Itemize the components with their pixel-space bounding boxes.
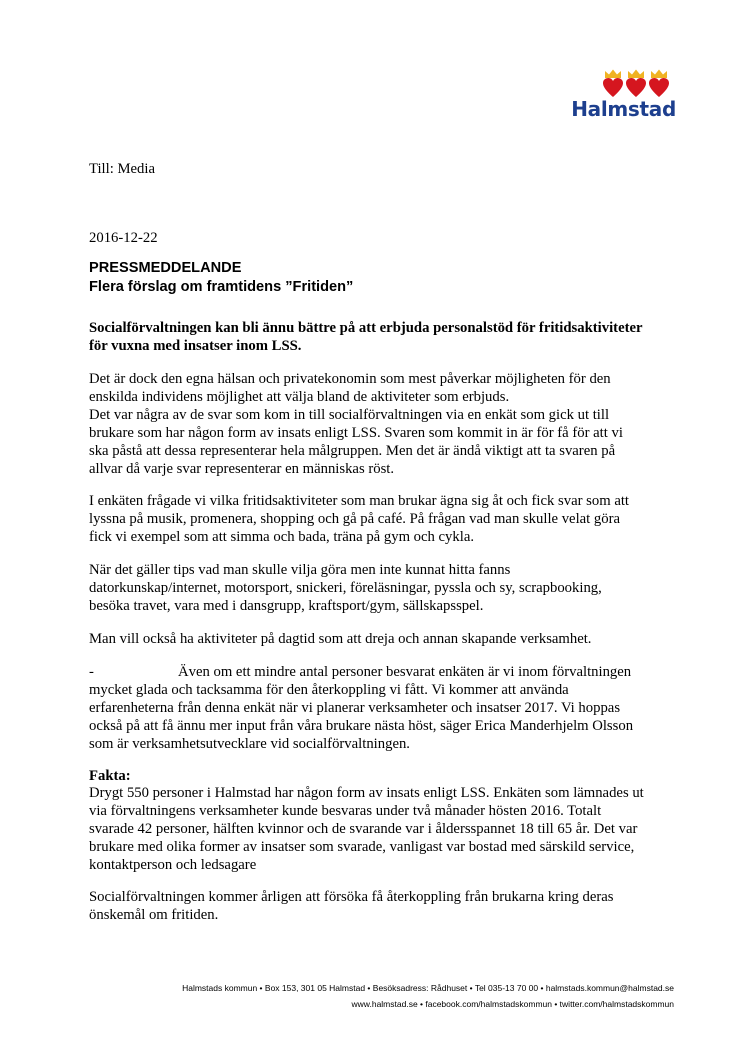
body-line: lyssna på musik, promenera, shopping och gå på café. På frågan vad man skulle velat göra [89, 511, 621, 527]
quote-text: Även om ett mindre antal personer besvarat enkäten är vi inom förvaltningen [178, 664, 632, 680]
body-line: som är verksamhetsutvecklare vid socialförvaltningen. [89, 736, 410, 752]
quote-first-line [89, 663, 689, 681]
body-line: Det var några av de svar som kom in till socialförvaltningen via en enkät som gick ut till [89, 407, 610, 423]
body-line: När det gäller tips vad man skulle vilja göra men inte kunnat hitta fanns [89, 562, 511, 578]
quote-dash: - [89, 664, 94, 680]
body-line: I enkäten frågade vi vilka fritidsaktiviteter som man brukar ägna sig åt och fick svar som att [89, 493, 629, 509]
recipient-line: Till: Media [89, 161, 155, 177]
body-line: besöka travet, vara med i dansgrupp, kraftsport/gym, sällskapsspel. [89, 598, 484, 614]
body-line: via förvaltningens verksamheter kunde besvaras under två månader hösten 2016. Totalt [89, 803, 602, 819]
body-line: Man vill också ha aktiviteter på dagtid som att dreja och annan skapande verksamhet. [89, 631, 592, 647]
body-line: ska påstå att dessa representerar hela målgruppen. Men det är ändå viktigt att ta svaren på [89, 443, 616, 459]
footer-contact-line: Halmstads kommun • Box 153, 301 05 Halmstad • Besöksadress: Rådhuset • Tel 035-13 70 00 • halmstads.kommun@halmstad.se [182, 983, 674, 993]
facts-heading: Fakta: [89, 768, 131, 784]
body-line: brukare med olika former av insatser som svarade, vanligast var bostad med särskild service, [89, 839, 635, 855]
body-line: önskemål om fritiden. [89, 907, 219, 923]
body-line: enskilda individens möjlighet att välja bland de aktiviteter som erbjuds. [89, 389, 510, 405]
press-release-title: Flera förslag om framtidens ”Fritiden” [89, 279, 354, 295]
body-line: brukare som har någon form av insats enligt LSS. Svaren som kommit in är för få för att vi [89, 425, 623, 441]
body-line: också på att få ännu mer input från våra brukare nästa höst, säger Erica Manderhjelm Olsson [89, 718, 634, 734]
release-date: 2016-12-22 [89, 230, 158, 246]
body-line: mycket glada och tacksamma för den återkoppling vi fått. Vi kommer att använda [89, 682, 569, 698]
body-line: Det är dock den egna hälsan och privatekonomin som mest påverkar möjligheten för den [89, 371, 611, 387]
body-line: Socialförvaltningen kommer årligen att försöka få återkoppling från brukarna kring deras [89, 889, 614, 905]
body-line: erfarenheterna från denna enkät när vi planerar verksamheter och insatser 2017. Vi hoppas [89, 700, 621, 716]
body-line: fick vi exempel som att simma och bada, träna på gym och cykla. [89, 529, 475, 545]
body-line: kontaktperson och ledsagare [89, 857, 257, 873]
body-line: allvar då varje svar representerar en människas röst. [89, 461, 395, 477]
footer-web-line: www.halmstad.se • facebook.com/halmstadskommun • twitter.com/halmstadskommun [351, 999, 674, 1009]
body-line: Drygt 550 personer i Halmstad har någon form av insats enligt LSS. Enkäten som lämnades ut [89, 785, 644, 801]
lead-line: Socialförvaltningen kan bli ännu bättre på att erbjuda personalstöd för fritidsaktiviteter [89, 320, 643, 336]
logo-wordmark: Halmstad [571, 97, 676, 121]
crowned-hearts-icon [602, 68, 674, 98]
press-release-label: PRESSMEDDELANDE [89, 260, 242, 276]
lead-line: för vuxna med insatser inom LSS. [89, 338, 302, 354]
halmstad-logo [566, 68, 678, 124]
body-line: svarade 42 personer, hälften kvinnor och de svarande var i åldersspannet 18 till 65 år. Det var [89, 821, 638, 837]
body-line: datorkunskap/internet, motorsport, snickeri, föreläsningar, pyssla och sy, scrapbooking, [89, 580, 602, 596]
